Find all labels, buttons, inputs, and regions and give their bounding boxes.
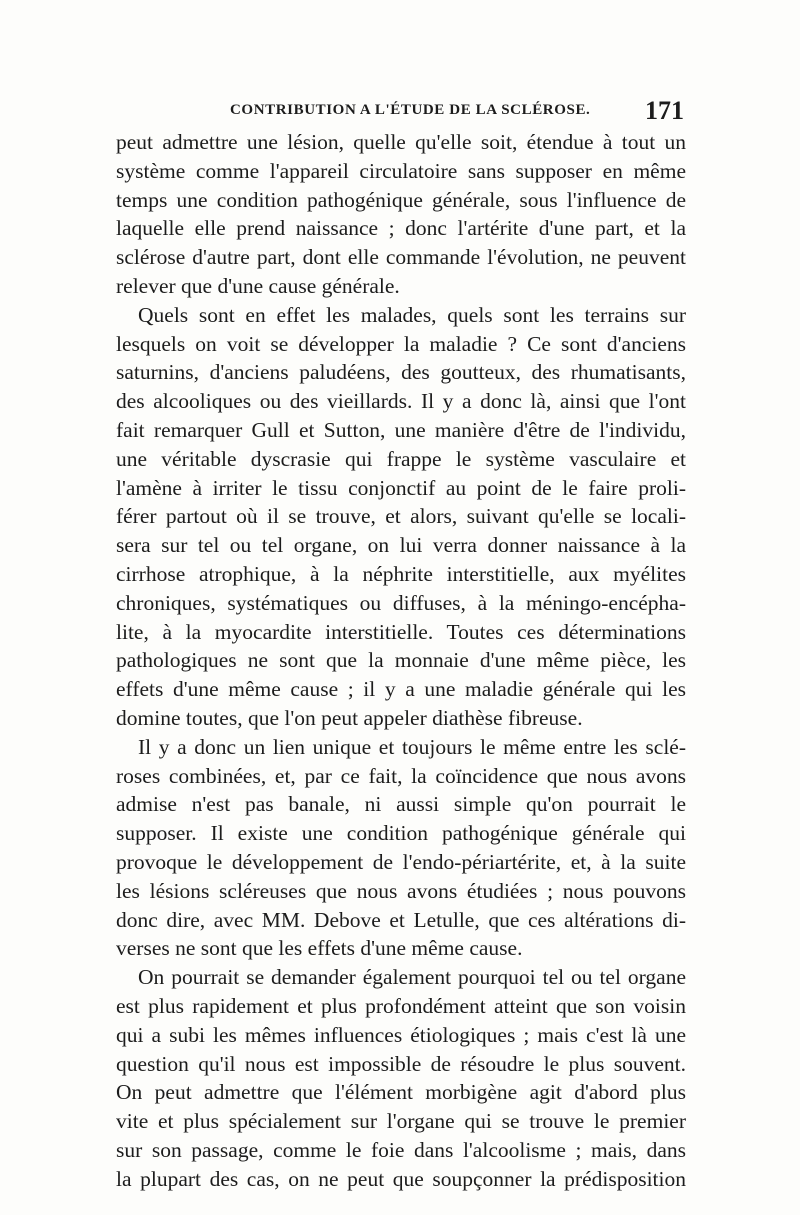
text-line: sclérose d'autre part, dont elle commande l'évolution, ne peuvent <box>116 245 686 270</box>
running-title: CONTRIBUTION A L'ÉTUDE DE LA SCLÉROSE. <box>230 102 591 118</box>
text-line: Quels sont en effet les malades, quels sont les terrains sur <box>138 302 686 327</box>
page-number: 171 <box>645 96 684 125</box>
text-line: peut admettre une lésion, quelle qu'elle soit, étendue à tout un <box>116 130 686 154</box>
text-line: fait remarquer Gull et Sutton, une manière d'être de l'individu, <box>116 417 686 442</box>
text-line: férer partout où il se trouve, et alors, suivant qu'elle se locali- <box>116 504 686 529</box>
paragraph <box>116 733 686 963</box>
text-line: sur son passage, comme le foie dans l'alcoolisme ; mais, dans <box>116 1137 686 1162</box>
text-line: question qu'il nous est impossible de résoudre le plus souvent. <box>116 1051 686 1076</box>
text-line: supposer. Il existe une condition pathogénique générale qui <box>116 821 686 846</box>
text-line: chroniques, systématiques ou diffuses, à la méningo-encépha- <box>116 590 686 615</box>
body-text <box>116 128 686 1193</box>
text-line: donc dire, avec MM. Debove et Letulle, que ces altérations di- <box>116 907 686 932</box>
text-line: temps une condition pathogénique générale, sous l'influence de <box>116 187 686 212</box>
text-line: qui a subi les mêmes influences étiologiques ; mais c'est là une <box>116 1022 686 1047</box>
text-line: la plupart des cas, on ne peut que soupçonner la prédisposition <box>116 1166 686 1191</box>
text-line: admise n'est pas banale, ni aussi simple qu'on pourrait le <box>116 792 686 817</box>
text-line: une véritable dyscrasie qui frappe le système vasculaire et <box>116 446 686 471</box>
text-line: lite, à la myocardite interstitielle. Toutes ces déterminations <box>116 619 686 644</box>
text-line: les lésions scléreuses que nous avons étudiées ; nous pouvons <box>116 878 686 903</box>
text-line: vite et plus spécialement sur l'organe qui se trouve le premier <box>116 1109 686 1134</box>
text-line: verses ne sont que les effets d'une même cause. <box>116 936 523 961</box>
text-line: Il y a donc un lien unique et toujours le même entre les sclé- <box>138 734 686 759</box>
text-line: On pourrait se demander également pourquoi tel ou tel organe <box>138 965 686 990</box>
text-line: provoque le développement de l'endo-périartérite, et, à la suite <box>116 849 686 874</box>
text-line: système comme l'appareil circulatoire sans supposer en même <box>116 158 686 183</box>
text-line: des alcooliques ou des vieillards. Il y a donc là, ainsi que l'ont <box>116 389 686 414</box>
text-line: pathologiques ne sont que la monnaie d'une même pièce, les <box>116 648 686 673</box>
text-line: est plus rapidement et plus profondément atteint que son voisin <box>116 993 686 1018</box>
text-line: relever que d'une cause générale. <box>116 273 400 298</box>
text-line: domine toutes, que l'on peut appeler diathèse fibreuse. <box>116 705 583 730</box>
text-line: roses combinées, et, par ce fait, la coïncidence que nous avons <box>116 763 686 788</box>
text-line: lesquels on voit se développer la maladie ? Ce sont d'anciens <box>116 331 686 356</box>
text-line: l'amène à irriter le tissu conjonctif au point de le faire proli- <box>116 475 686 500</box>
text-line: cirrhose atrophique, à la néphrite interstitielle, aux myélites <box>116 561 686 586</box>
text-line: laquelle elle prend naissance ; donc l'artérite d'une part, et la <box>116 216 686 241</box>
text-line: On peut admettre que l'élément morbigène agit d'abord plus <box>116 1080 686 1105</box>
running-head <box>116 96 686 126</box>
paragraph <box>116 301 686 733</box>
text-line: effets d'une même cause ; il y a une maladie générale qui les <box>116 677 686 702</box>
text-line: saturnins, d'anciens paludéens, des goutteux, des rhumatisants, <box>116 360 686 385</box>
paragraph <box>116 128 686 301</box>
paragraph <box>116 963 686 1193</box>
text-line: sera sur tel ou tel organe, on lui verra donner naissance à la <box>116 533 686 558</box>
